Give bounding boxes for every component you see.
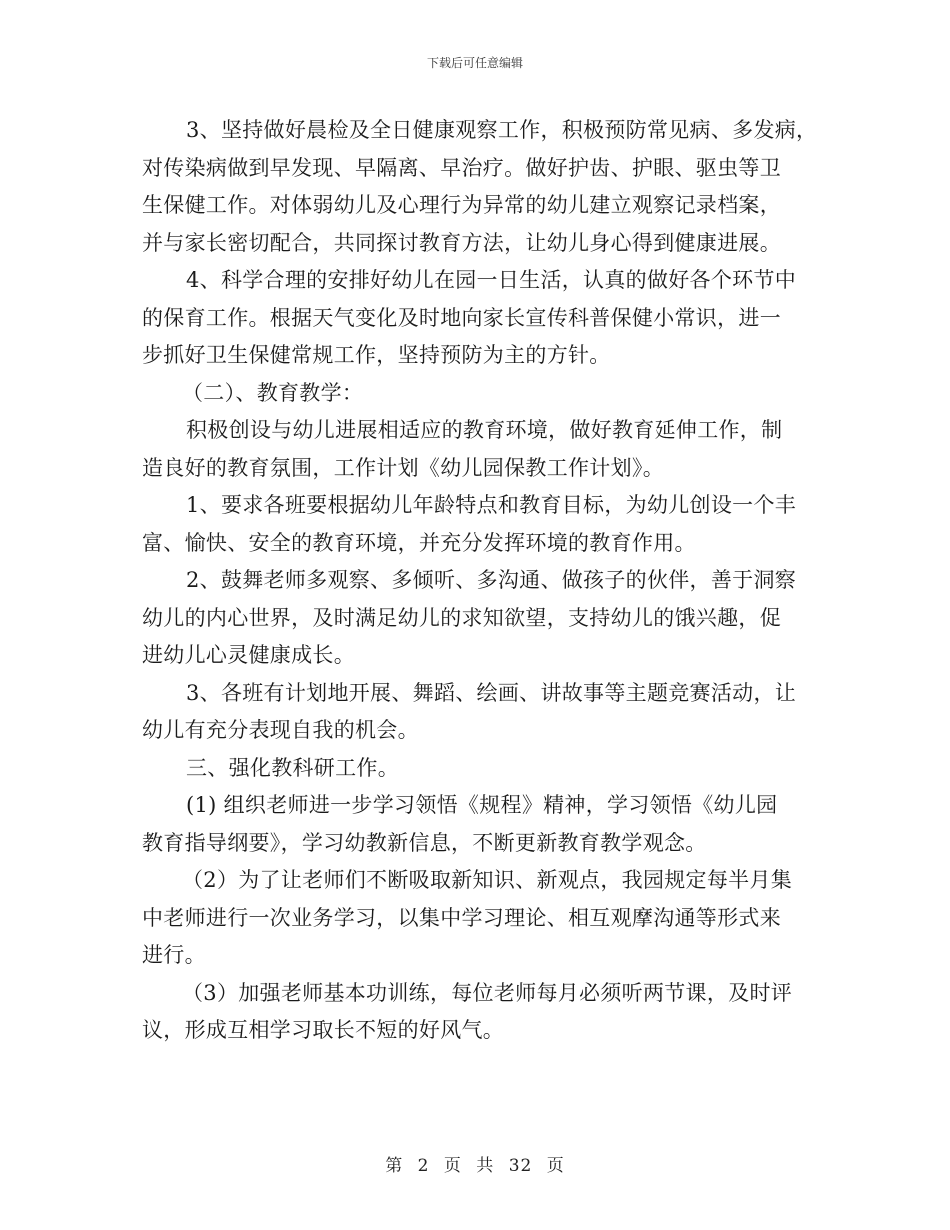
footer-ye: 页 — [443, 1156, 462, 1176]
paragraph-line: 3、坚持做好晨检及全日健康观察工作，积极预防常见病、多发病， — [186, 118, 818, 142]
paragraph-line: 幼儿的内心世界，及时满足幼儿的求知欲望，支持幼儿的饿兴趣，促 — [142, 605, 781, 630]
paragraph-line: 积极创设与幼儿进展相适应的教育环境，做好教育延伸工作，制 — [186, 418, 783, 442]
paragraph-line: 4、科学合理的安排好幼儿在园一日生活，认真的做好各个环节中 — [186, 268, 797, 292]
paragraph-line: 富、愉快、安全的教育环境，并充分发挥环境的教育作用。 — [142, 530, 696, 555]
document-body — [142, 112, 832, 1050]
header-note: 下载后可任意编辑 — [426, 56, 523, 70]
paragraph-line: 对传染病做到早发现、早隔离、早治疗。做好护齿、护眼、驱虫等卫 — [142, 155, 781, 180]
paragraph-line: 1、要求各班要根据幼儿年龄特点和教育目标，为幼儿创设一个丰 — [186, 493, 797, 517]
section-heading: 三、强化教科研工作。 — [186, 755, 399, 780]
footer-ye-end: 页 — [546, 1156, 565, 1176]
footer-gong: 共 — [476, 1156, 495, 1176]
paragraph-line: 3、各班有计划地开展、舞蹈、绘画、讲故事等主题竞赛活动，让 — [186, 680, 797, 705]
page-number: 2 — [417, 1156, 430, 1176]
footer-di: 第 — [385, 1156, 404, 1176]
page-header — [0, 54, 950, 71]
paragraph-line: (1) 组织老师进一步学习领悟《规程》精神，学习领悟《幼儿园 — [186, 793, 778, 817]
paragraph-line: 进行。 — [142, 943, 206, 967]
paragraph-line: 幼儿有充分表现自我的机会。 — [142, 718, 419, 742]
paragraph-line: 生保健工作。对体弱幼儿及心理行为异常的幼儿建立观察记录档案， — [142, 193, 781, 217]
paragraph-line: 的保育工作。根据天气变化及时地向家长宣传科普保健小常识，进一 — [142, 305, 781, 330]
page-total: 32 — [508, 1156, 533, 1176]
paragraph-line: （3）加强老师基本功训练，每位老师每月必须听两节课，及时评 — [182, 980, 793, 1005]
paragraph-line: 教育指导纲要》，学习幼教新信息，不断更新教育教学观念。 — [142, 830, 707, 855]
paragraph-line: （2）为了让老师们不断吸取新知识、新观点，我园规定每半月集 — [182, 868, 793, 892]
paragraph-line: 2、鼓舞老师多观察、多倾听、多沟通、做孩子的伙伴，善于洞察 — [186, 568, 797, 592]
paragraph-line: 并与家长密切配合，共同探讨教育方法，让幼儿身心得到健康进展。 — [142, 230, 781, 255]
paragraph-line: 步抓好卫生保健常规工作，坚持预防为主的方针。 — [142, 343, 611, 367]
page-footer — [0, 1151, 950, 1176]
paragraph-line: 进幼儿心灵健康成长。 — [142, 643, 355, 667]
section-heading: （二）、教育教学： — [182, 380, 364, 405]
paragraph-line: 造良好的教育氛围，工作计划《幼儿园保教工作计划》。 — [142, 455, 664, 480]
paragraph-line: 议，形成互相学习取长不短的好风气。 — [142, 1018, 505, 1042]
paragraph-line: 中老师进行一次业务学习，以集中学习理论、相互观摩沟通等形式来 — [142, 905, 781, 930]
